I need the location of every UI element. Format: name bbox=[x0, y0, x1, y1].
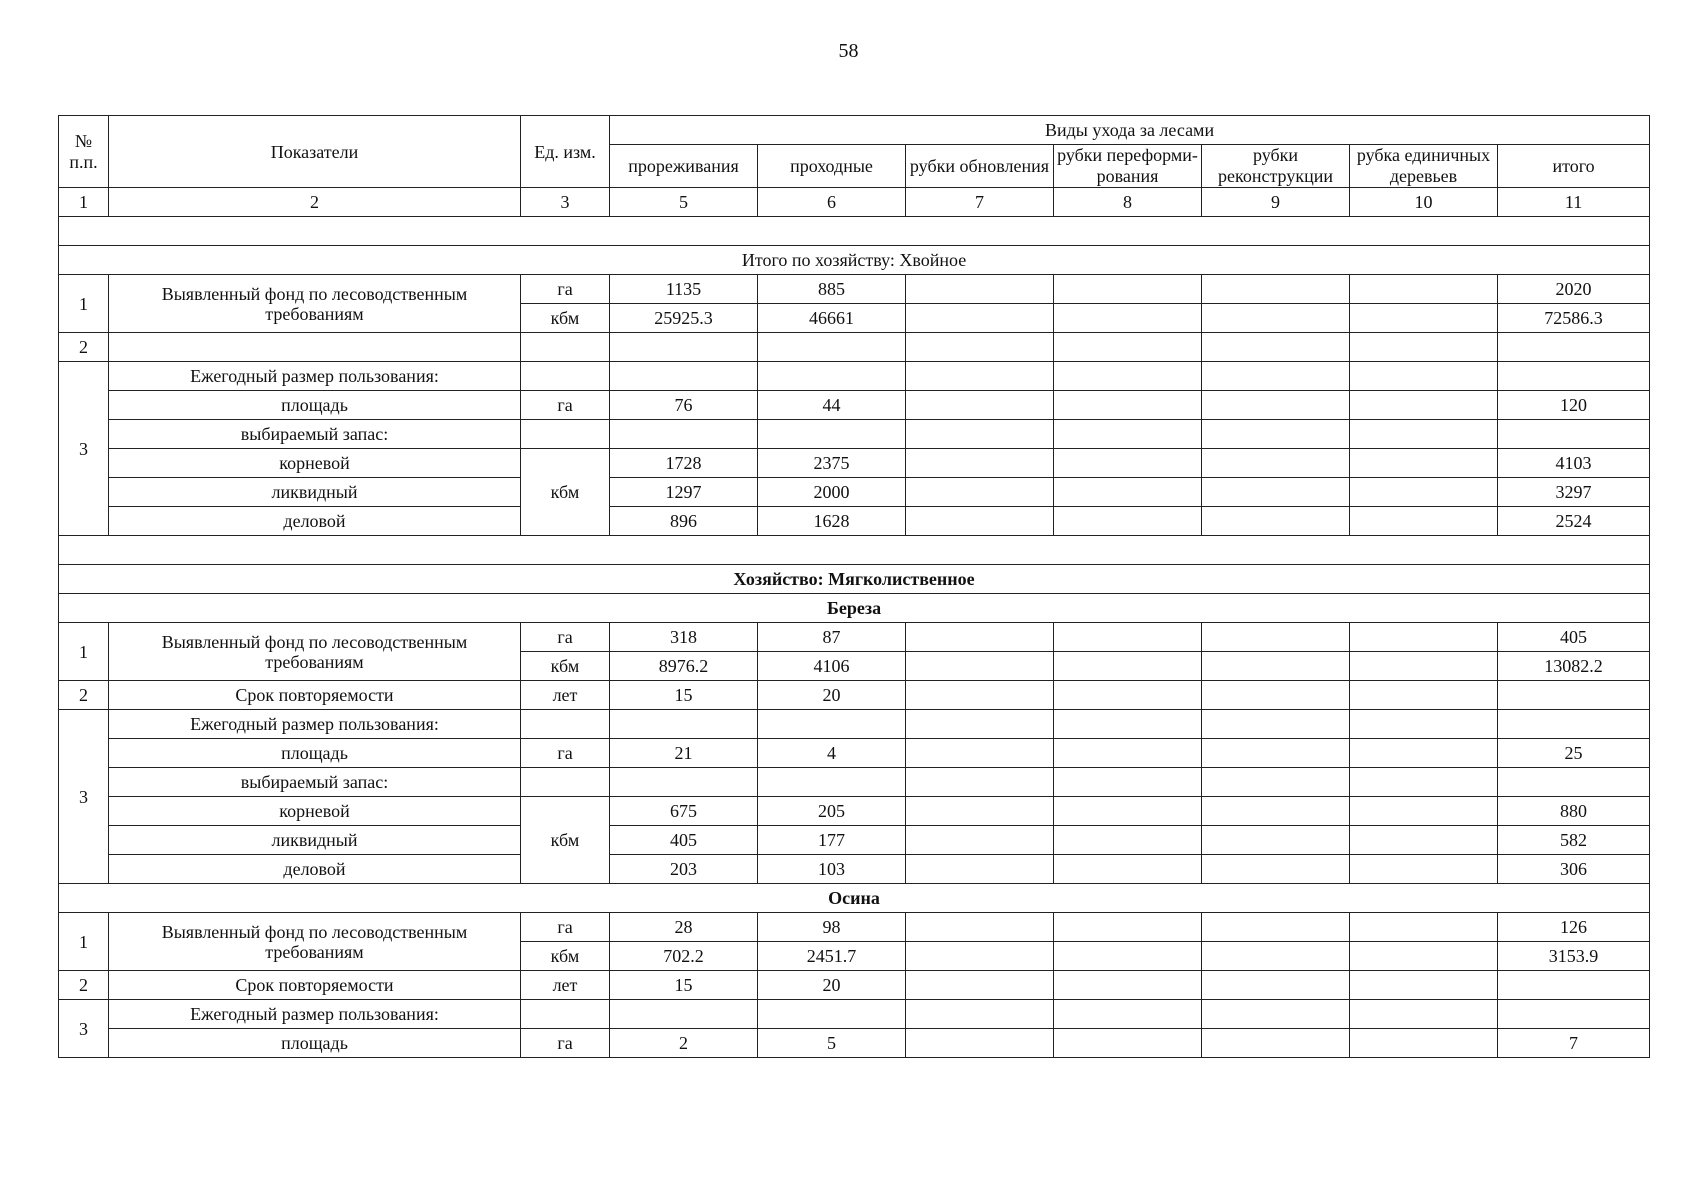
value-cell bbox=[1350, 855, 1498, 884]
table-row bbox=[59, 420, 1650, 449]
value-cell bbox=[906, 942, 1054, 971]
value-cell: 1135 bbox=[610, 275, 758, 304]
col-number: 6 bbox=[758, 188, 906, 217]
section-birch: Береза bbox=[59, 594, 1650, 623]
value-cell bbox=[1202, 913, 1350, 942]
value-cell bbox=[1350, 971, 1498, 1000]
value-cell bbox=[1054, 942, 1202, 971]
value-cell bbox=[1202, 826, 1350, 855]
value-cell bbox=[1350, 942, 1498, 971]
value-cell bbox=[1054, 1029, 1202, 1058]
indicator-area: площадь bbox=[109, 391, 521, 420]
value-cell bbox=[906, 797, 1054, 826]
value-cell bbox=[1054, 681, 1202, 710]
value-cell bbox=[1054, 449, 1202, 478]
value-cell bbox=[1498, 681, 1650, 710]
col-number: 3 bbox=[521, 188, 610, 217]
indicator-root: корневой bbox=[109, 449, 521, 478]
value-cell bbox=[1054, 304, 1202, 333]
indicator-fund: Выявленный фонд по лесоводственным требованиям bbox=[109, 913, 521, 971]
value-cell bbox=[1202, 942, 1350, 971]
value-cell bbox=[906, 826, 1054, 855]
value-cell bbox=[1202, 1029, 1350, 1058]
header-num: № п.п. bbox=[59, 116, 109, 188]
table-row bbox=[59, 855, 1650, 884]
unit-cell: га bbox=[521, 739, 610, 768]
value-cell: 25 bbox=[1498, 739, 1650, 768]
col-number: 9 bbox=[1202, 188, 1350, 217]
row-number: 1 bbox=[59, 275, 109, 333]
value-cell: 8976.2 bbox=[610, 652, 758, 681]
value-cell: 87 bbox=[758, 623, 906, 652]
col-number: 7 bbox=[906, 188, 1054, 217]
col-number: 11 bbox=[1498, 188, 1650, 217]
value-cell: 2000 bbox=[758, 478, 906, 507]
value-cell: 2524 bbox=[1498, 507, 1650, 536]
table-row bbox=[59, 710, 1650, 739]
value-cell: 205 bbox=[758, 797, 906, 826]
value-cell bbox=[1202, 855, 1350, 884]
unit-cell: га bbox=[521, 1029, 610, 1058]
value-cell bbox=[906, 1029, 1054, 1058]
value-cell bbox=[1350, 449, 1498, 478]
header-type: рубки обновления bbox=[906, 145, 1054, 188]
value-cell: 306 bbox=[1498, 855, 1650, 884]
unit-cell: кбм bbox=[521, 797, 610, 884]
unit-cell: лет bbox=[521, 681, 610, 710]
value-cell bbox=[1350, 913, 1498, 942]
table-row bbox=[59, 507, 1650, 536]
unit-cell: га bbox=[521, 623, 610, 652]
forest-care-table bbox=[58, 115, 1650, 1058]
value-cell: 72586.3 bbox=[1498, 304, 1650, 333]
value-cell bbox=[1202, 797, 1350, 826]
value-cell bbox=[906, 478, 1054, 507]
value-cell bbox=[1054, 797, 1202, 826]
value-cell bbox=[1202, 507, 1350, 536]
value-cell bbox=[1350, 275, 1498, 304]
value-cell: 76 bbox=[610, 391, 758, 420]
value-cell bbox=[1202, 449, 1350, 478]
col-number: 1 bbox=[59, 188, 109, 217]
value-cell bbox=[906, 507, 1054, 536]
value-cell: 880 bbox=[1498, 797, 1650, 826]
value-cell: 7 bbox=[1498, 1029, 1650, 1058]
value-cell: 13082.2 bbox=[1498, 652, 1650, 681]
indicator-root: корневой bbox=[109, 797, 521, 826]
col-number: 2 bbox=[109, 188, 521, 217]
header-unit: Ед. изм. bbox=[521, 116, 610, 188]
value-cell bbox=[1054, 478, 1202, 507]
value-cell bbox=[1350, 652, 1498, 681]
value-cell bbox=[906, 681, 1054, 710]
row-number: 1 bbox=[59, 623, 109, 681]
table-row bbox=[59, 826, 1650, 855]
blank-row bbox=[59, 217, 1650, 246]
value-cell: 177 bbox=[758, 826, 906, 855]
table-row bbox=[59, 768, 1650, 797]
header-type: рубки реконструкции bbox=[1202, 145, 1350, 188]
value-cell bbox=[1054, 652, 1202, 681]
indicator-annual: Ежегодный размер пользования: bbox=[109, 710, 521, 739]
value-cell bbox=[906, 304, 1054, 333]
value-cell bbox=[1054, 855, 1202, 884]
value-cell bbox=[1350, 623, 1498, 652]
unit-cell: кбм bbox=[521, 942, 610, 971]
value-cell bbox=[906, 652, 1054, 681]
value-cell: 405 bbox=[610, 826, 758, 855]
section-total-conifer: Итого по хозяйству: Хвойное bbox=[59, 246, 1650, 275]
value-cell bbox=[1350, 739, 1498, 768]
value-cell: 203 bbox=[610, 855, 758, 884]
indicator-annual: Ежегодный размер пользования: bbox=[109, 362, 521, 391]
value-cell: 318 bbox=[610, 623, 758, 652]
table-row bbox=[59, 275, 1650, 304]
header-type: рубка единичных деревьев bbox=[1350, 145, 1498, 188]
value-cell bbox=[1054, 623, 1202, 652]
header-type: итого bbox=[1498, 145, 1650, 188]
value-cell: 1297 bbox=[610, 478, 758, 507]
indicator-business: деловой bbox=[109, 855, 521, 884]
value-cell bbox=[906, 739, 1054, 768]
value-cell: 2020 bbox=[1498, 275, 1650, 304]
row-number: 3 bbox=[59, 710, 109, 884]
value-cell bbox=[906, 449, 1054, 478]
value-cell: 20 bbox=[758, 971, 906, 1000]
value-cell: 25925.3 bbox=[610, 304, 758, 333]
value-cell bbox=[1350, 797, 1498, 826]
indicator-liquid: ликвидный bbox=[109, 478, 521, 507]
table-row bbox=[59, 449, 1650, 478]
value-cell bbox=[1202, 304, 1350, 333]
section-soft: Хозяйство: Мягколиственное bbox=[59, 565, 1650, 594]
value-cell: 5 bbox=[758, 1029, 906, 1058]
col-number: 5 bbox=[610, 188, 758, 217]
value-cell bbox=[1054, 507, 1202, 536]
value-cell bbox=[1202, 681, 1350, 710]
value-cell: 126 bbox=[1498, 913, 1650, 942]
unit-cell: лет bbox=[521, 971, 610, 1000]
value-cell bbox=[1054, 739, 1202, 768]
header-type: рубки переформи-рования bbox=[1054, 145, 1202, 188]
value-cell: 1628 bbox=[758, 507, 906, 536]
value-cell bbox=[906, 275, 1054, 304]
value-cell: 405 bbox=[1498, 623, 1650, 652]
table-row bbox=[59, 623, 1650, 652]
col-number: 10 bbox=[1350, 188, 1498, 217]
value-cell bbox=[1350, 826, 1498, 855]
table-row bbox=[59, 391, 1650, 420]
value-cell bbox=[1350, 507, 1498, 536]
value-cell: 15 bbox=[610, 971, 758, 1000]
value-cell bbox=[1054, 275, 1202, 304]
indicator-period: Срок повторяемости bbox=[109, 681, 521, 710]
value-cell: 15 bbox=[610, 681, 758, 710]
value-cell: 2451.7 bbox=[758, 942, 906, 971]
unit-cell: кбм bbox=[521, 304, 610, 333]
value-cell: 28 bbox=[610, 913, 758, 942]
indicator-business: деловой bbox=[109, 507, 521, 536]
value-cell bbox=[906, 971, 1054, 1000]
value-cell bbox=[1350, 1029, 1498, 1058]
unit-cell: кбм bbox=[521, 652, 610, 681]
indicator-area: площадь bbox=[109, 1029, 521, 1058]
section-aspen: Осина bbox=[59, 884, 1650, 913]
value-cell bbox=[906, 855, 1054, 884]
table-row bbox=[59, 362, 1650, 391]
indicator-annual: Ежегодный размер пользования: bbox=[109, 1000, 521, 1029]
value-cell: 885 bbox=[758, 275, 906, 304]
value-cell bbox=[1054, 391, 1202, 420]
value-cell bbox=[1202, 739, 1350, 768]
page-number: 58 bbox=[838, 40, 859, 62]
value-cell: 2 bbox=[610, 1029, 758, 1058]
value-cell: 21 bbox=[610, 739, 758, 768]
header-care-types: Виды ухода за лесами bbox=[610, 116, 1650, 145]
value-cell: 3297 bbox=[1498, 478, 1650, 507]
indicator-fund: Выявленный фонд по лесоводственным требованиям bbox=[109, 275, 521, 333]
table-row bbox=[59, 971, 1650, 1000]
unit-cell: га bbox=[521, 391, 610, 420]
header-type: проходные bbox=[758, 145, 906, 188]
value-cell: 675 bbox=[610, 797, 758, 826]
value-cell bbox=[1350, 478, 1498, 507]
value-cell: 3153.9 bbox=[1498, 942, 1650, 971]
value-cell bbox=[1350, 304, 1498, 333]
value-cell bbox=[906, 913, 1054, 942]
indicator-liquid: ликвидный bbox=[109, 826, 521, 855]
unit-cell: га bbox=[521, 913, 610, 942]
value-cell: 4103 bbox=[1498, 449, 1650, 478]
value-cell: 20 bbox=[758, 681, 906, 710]
row-number: 3 bbox=[59, 362, 109, 536]
blank-row bbox=[59, 536, 1650, 565]
value-cell: 582 bbox=[1498, 826, 1650, 855]
table-row bbox=[59, 913, 1650, 942]
row-number: 2 bbox=[59, 681, 109, 710]
table-row bbox=[59, 1029, 1650, 1058]
value-cell bbox=[1350, 391, 1498, 420]
unit-cell: га bbox=[521, 275, 610, 304]
indicator-stock: выбираемый запас: bbox=[109, 420, 521, 449]
unit-cell: кбм bbox=[521, 449, 610, 536]
table-row bbox=[59, 681, 1650, 710]
value-cell: 2375 bbox=[758, 449, 906, 478]
value-cell: 44 bbox=[758, 391, 906, 420]
value-cell: 120 bbox=[1498, 391, 1650, 420]
value-cell bbox=[1350, 681, 1498, 710]
value-cell: 4106 bbox=[758, 652, 906, 681]
value-cell: 896 bbox=[610, 507, 758, 536]
indicator-area: площадь bbox=[109, 739, 521, 768]
value-cell bbox=[1202, 478, 1350, 507]
value-cell bbox=[1498, 971, 1650, 1000]
value-cell bbox=[906, 623, 1054, 652]
table-row bbox=[59, 797, 1650, 826]
value-cell: 103 bbox=[758, 855, 906, 884]
value-cell: 46661 bbox=[758, 304, 906, 333]
indicator-stock: выбираемый запас: bbox=[109, 768, 521, 797]
value-cell bbox=[1202, 275, 1350, 304]
header-indicators: Показатели bbox=[109, 116, 521, 188]
row-number: 1 bbox=[59, 913, 109, 971]
table-row bbox=[59, 478, 1650, 507]
indicator-fund: Выявленный фонд по лесоводственным требованиям bbox=[109, 623, 521, 681]
value-cell: 4 bbox=[758, 739, 906, 768]
value-cell: 1728 bbox=[610, 449, 758, 478]
table-row bbox=[59, 1000, 1650, 1029]
value-cell bbox=[1054, 826, 1202, 855]
value-cell bbox=[1054, 913, 1202, 942]
header-type: прореживания bbox=[610, 145, 758, 188]
value-cell bbox=[1202, 623, 1350, 652]
row-number: 3 bbox=[59, 1000, 109, 1058]
value-cell bbox=[1202, 971, 1350, 1000]
row-number: 2 bbox=[59, 333, 109, 362]
value-cell: 702.2 bbox=[610, 942, 758, 971]
value-cell: 98 bbox=[758, 913, 906, 942]
value-cell bbox=[906, 391, 1054, 420]
table-row bbox=[59, 333, 1650, 362]
row-number: 2 bbox=[59, 971, 109, 1000]
value-cell bbox=[1054, 971, 1202, 1000]
indicator-period: Срок повторяемости bbox=[109, 971, 521, 1000]
value-cell bbox=[1202, 652, 1350, 681]
table-row bbox=[59, 739, 1650, 768]
value-cell bbox=[1202, 391, 1350, 420]
col-number: 8 bbox=[1054, 188, 1202, 217]
